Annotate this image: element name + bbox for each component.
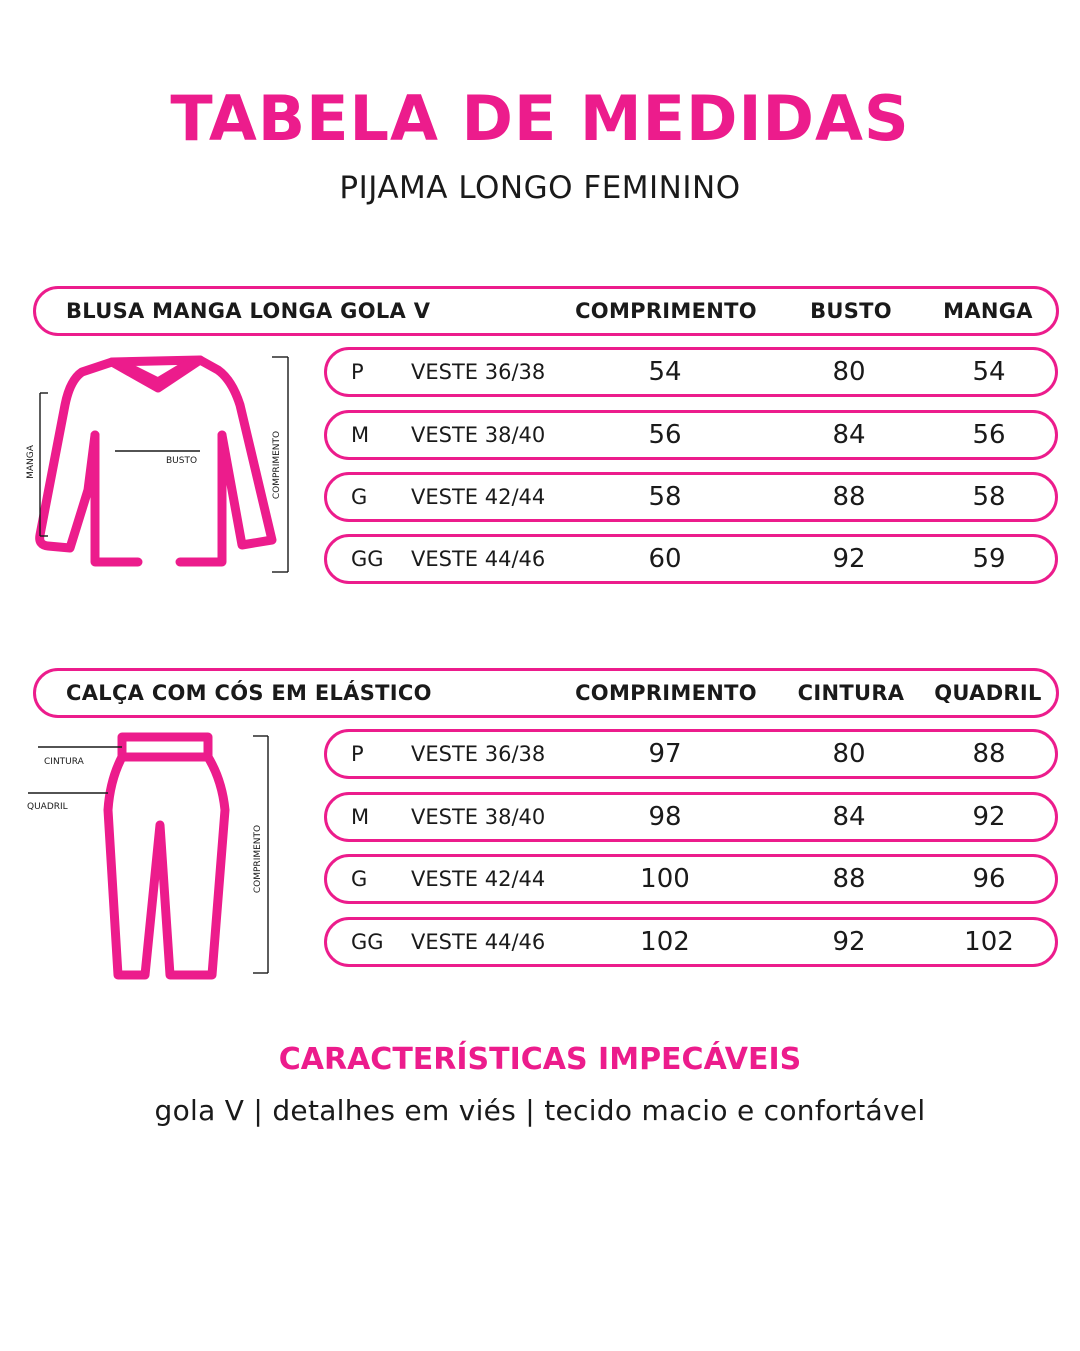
value-manga: 58 — [972, 482, 1006, 512]
blusa-row-p — [324, 347, 1058, 397]
blusa-col-manga: MANGA — [943, 299, 1033, 323]
size-label: GG — [351, 930, 384, 954]
value-cintura: 84 — [832, 802, 866, 832]
cintura-label: CINTURA — [44, 757, 84, 767]
value-quadril: 88 — [972, 739, 1006, 769]
calca-row-m — [324, 792, 1058, 842]
veste-label: VESTE 36/38 — [411, 360, 546, 384]
value-busto: 84 — [832, 420, 866, 450]
value-comprimento: 100 — [640, 864, 690, 894]
blusa-row-g — [324, 472, 1058, 522]
comprimento-label: COMPRIMENTO — [272, 430, 282, 500]
value-comprimento: 56 — [648, 420, 682, 450]
calca-row-p — [324, 729, 1058, 779]
calca-header — [33, 668, 1059, 718]
value-cintura: 80 — [832, 739, 866, 769]
calca-name: CALÇA COM CÓS EM ELÁSTICO — [66, 681, 432, 705]
value-comprimento: 54 — [648, 357, 682, 387]
veste-label: VESTE 44/46 — [411, 547, 546, 571]
page-subtitle: PIJAMA LONGO FEMININO — [339, 170, 741, 206]
blusa-col-busto: BUSTO — [810, 299, 892, 323]
value-manga: 54 — [972, 357, 1006, 387]
value-busto: 92 — [832, 544, 866, 574]
blusa-row-m — [324, 410, 1058, 460]
size-label: M — [351, 423, 370, 447]
blusa-col-comprimento: COMPRIMENTO — [575, 299, 757, 323]
value-manga: 59 — [972, 544, 1006, 574]
features-title: CARACTERÍSTICAS IMPECÁVEIS — [278, 1042, 802, 1077]
size-label: G — [351, 485, 368, 509]
veste-label: VESTE 38/40 — [411, 805, 546, 829]
busto-label: BUSTO — [166, 456, 198, 466]
calca-row-g — [324, 854, 1058, 904]
blusa-row-gg — [324, 534, 1058, 584]
value-comprimento: 98 — [648, 802, 682, 832]
calca-row-gg — [324, 917, 1058, 967]
manga-label: MANGA — [26, 445, 36, 479]
value-cintura: 92 — [832, 927, 866, 957]
veste-label: VESTE 42/44 — [411, 867, 546, 891]
size-label: P — [351, 742, 364, 766]
page-title: TABELA DE MEDIDAS — [170, 82, 910, 155]
veste-label: VESTE 36/38 — [411, 742, 546, 766]
value-cintura: 88 — [832, 864, 866, 894]
blusa-header — [33, 286, 1059, 336]
blusa-name: BLUSA MANGA LONGA GOLA V — [66, 299, 431, 323]
pants-icon — [0, 725, 300, 995]
calca-col-cintura: CINTURA — [797, 681, 905, 705]
value-manga: 56 — [972, 420, 1006, 450]
value-comprimento: 58 — [648, 482, 682, 512]
veste-label: VESTE 38/40 — [411, 423, 546, 447]
size-label: GG — [351, 547, 384, 571]
calca-col-quadril: QUADRIL — [934, 681, 1042, 705]
value-quadril: 96 — [972, 864, 1006, 894]
veste-label: VESTE 44/46 — [411, 930, 546, 954]
value-quadril: 92 — [972, 802, 1006, 832]
calca-col-comprimento: COMPRIMENTO — [575, 681, 757, 705]
value-busto: 88 — [832, 482, 866, 512]
size-label: G — [351, 867, 368, 891]
long-sleeve-shirt-icon — [0, 340, 310, 590]
value-comprimento: 102 — [640, 927, 690, 957]
features-text: gola V | detalhes em viés | tecido macio e confortável — [154, 1094, 926, 1127]
quadril-label: QUADRIL — [27, 802, 68, 812]
size-label: P — [351, 360, 364, 384]
value-comprimento: 97 — [648, 739, 682, 769]
veste-label: VESTE 42/44 — [411, 485, 546, 509]
value-busto: 80 — [832, 357, 866, 387]
size-label: M — [351, 805, 370, 829]
value-quadril: 102 — [964, 927, 1014, 957]
value-comprimento: 60 — [648, 544, 682, 574]
comprimento-label: COMPRIMENTO — [253, 824, 263, 894]
